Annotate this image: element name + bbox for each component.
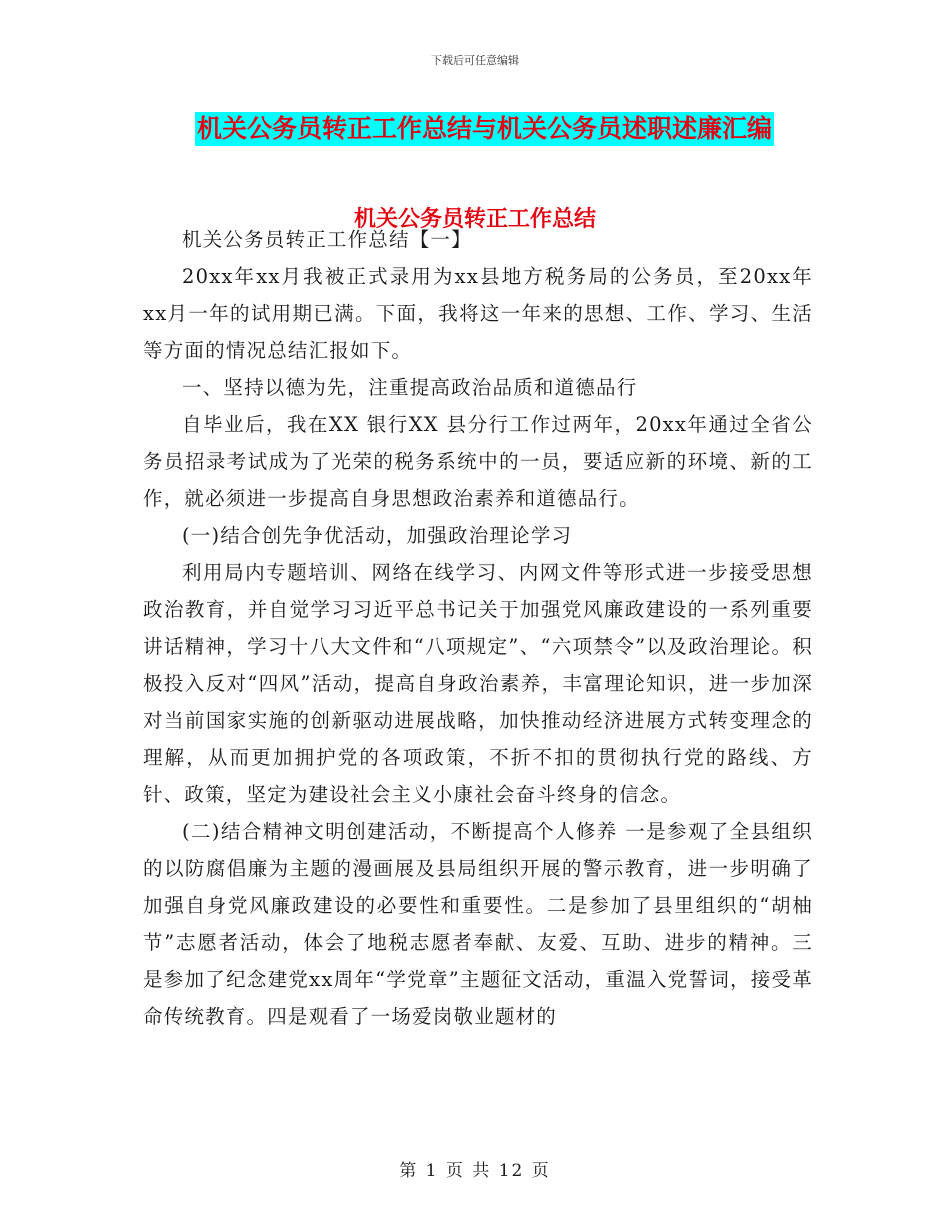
document-body: [143, 221, 813, 1035]
page-number: 第 1 页 共 12 页: [399, 1161, 551, 1181]
subsection-heading: 机关公务员转正工作总结【一】: [182, 228, 472, 251]
paragraph-background: 自毕业后，我在XX 银行XX 县分行工作过两年，20xx年通过全省公务员招录考试成为了光荣的税务系统中的一员，要适应新的环境、新的工作，就必须进一步提高自身思想政治素养和道德品行。: [143, 413, 813, 510]
document-main-title: 机关公务员转正工作总结与机关公务员述职述廉汇编: [195, 112, 774, 146]
heading-subpart-one: (一)结合创先争优活动，加强政治理论学习: [182, 524, 573, 547]
paragraph-intro: 20xx年xx月我被正式录用为xx县地方税务局的公务员，至20xx年xx月一年的试用期已满。下面，我将这一年来的思想、工作、学习、生活等方面的情况总结汇报如下。: [143, 265, 813, 362]
page-header-note: 下载后可任意编辑: [431, 54, 519, 67]
paragraph-theory-study: 利用局内专题培训、网络在线学习、内网文件等形式进一步接受思想政治教育，并自觉学习习近平总书记关于加强党风廉政建设的一系列重要讲话精神，学习十八大文件和“八项规定”、“六项禁令”以及政治理论。积极投入反对“四风”活动，提高自身政治素养，丰富理论知识，进一步加深对当前国家实施的创新驱动进展战略，加快推动经济进展方式转变理念的理解，从而更加拥护党的各项政策，不折不扣的贯彻执行党的路线、方针、政策，坚定为建设社会主义小康社会奋斗终身的信念。: [143, 561, 813, 806]
paragraph-civilization-activities: (二)结合精神文明创建活动，不断提高个人修养 一是参观了全县组织的以防腐倡廉为主题的漫画展及县局组织开展的警示教育，进一步明确了加强自身党风廉政建设的必要性和重要性。二是参加了县里组织的“胡柚节”志愿者活动，体会了地税志愿者奉献、友爱、互助、进步的精神。三是参加了纪念建党xx周年“学党章”主题征文活动，重温入党誓词，接受革命传统教育。四是观看了一场爱岗敬业题材的: [143, 820, 813, 1028]
heading-part-one: 一、坚持以德为先，注重提高政治品质和道德品行: [182, 376, 638, 399]
section-title: 机关公务员转正工作总结: [353, 207, 596, 232]
